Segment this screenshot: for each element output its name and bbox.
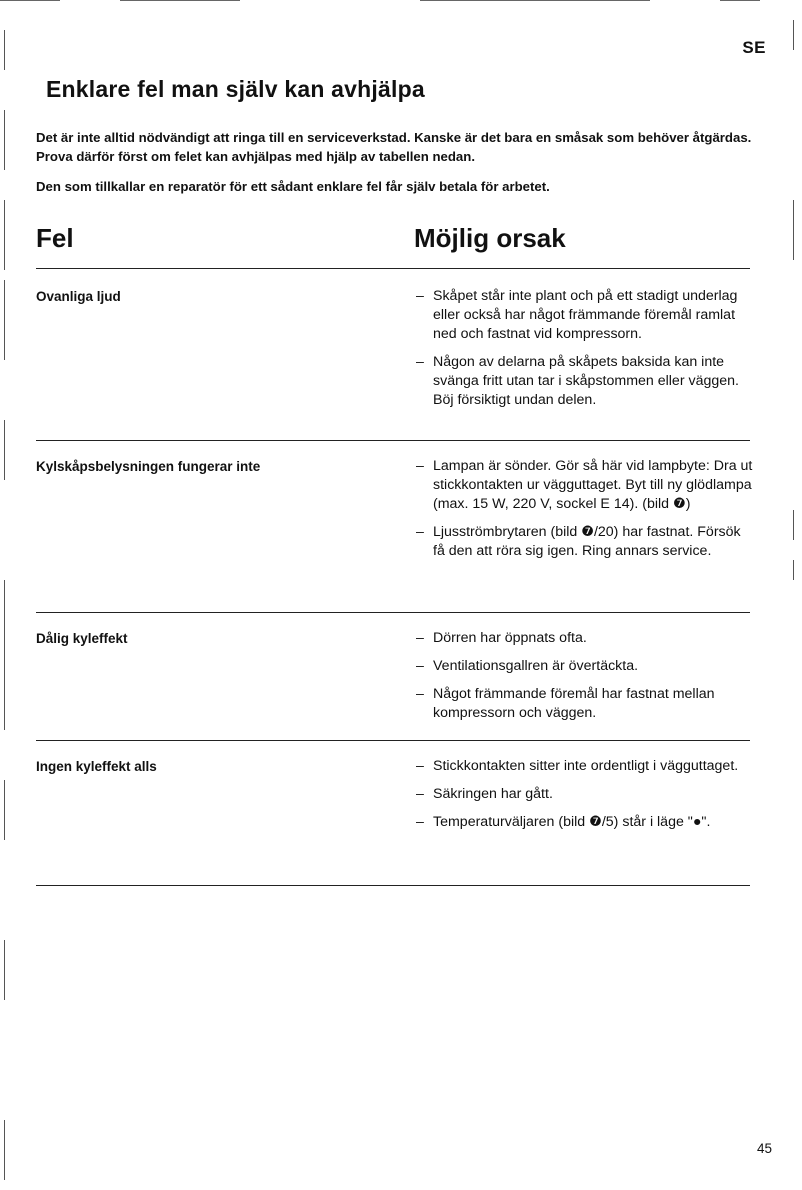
scan-edge-mark (4, 940, 5, 1000)
intro-paragraph: Det är inte alltid nödvändigt att ringa till en serviceverkstad. Kanske är det bara en småsak som behöver åtgärdas. Prova därför först om felet kan avhjälpas med hjälp av tabellen nedan. (36, 130, 752, 164)
fault-label: Dålig kyleffekt (36, 631, 128, 646)
cause-item: – Någon av delarna på skåpets baksida kan inte svänga fritt utan tar i skåpstommen eller väggen. Böj försiktigt undan delen. (416, 353, 756, 410)
scan-edge-mark (4, 780, 5, 840)
scan-edge-mark (793, 20, 794, 50)
cause-list (416, 629, 756, 732)
fault-label: Ovanliga ljud (36, 289, 121, 304)
scan-edge-mark (120, 0, 240, 1)
scan-edge-mark (4, 1120, 5, 1180)
column-header-cause: Möjlig orsak (414, 223, 566, 253)
language-code: SE (742, 38, 766, 57)
cause-item: – Något främmande föremål har fastnat mellan kompressorn och väggen. (416, 685, 756, 723)
fault-label: Ingen kyleffekt alls (36, 759, 157, 774)
cause-item: – Ventilationsgallren är övertäckta. (416, 657, 756, 676)
cause-item: – Säkringen har gått. (416, 785, 756, 804)
scan-edge-mark (4, 580, 5, 730)
cause-list (416, 457, 756, 570)
scan-edge-mark (0, 0, 60, 1)
page-number: 45 (756, 1141, 772, 1156)
cause-list (416, 757, 756, 841)
fault-label: Kylskåpsbelysningen fungerar inte (36, 459, 261, 474)
scan-edge-mark (4, 280, 5, 360)
page-title: Enklare fel man själv kan avhjälpa (46, 76, 425, 102)
scan-edge-mark (4, 110, 5, 170)
cause-list (416, 287, 756, 419)
cause-item: – Temperaturväljaren (bild ❼/5) står i läge "●". (416, 813, 756, 832)
cause-item: – Stickkontakten sitter inte ordentligt i vägguttaget. (416, 757, 756, 776)
cause-item: – Dörren har öppnats ofta. (416, 629, 756, 648)
scan-edge-mark (4, 30, 5, 70)
scan-edge-mark (793, 200, 794, 260)
cause-item: – Ljusströmbrytaren (bild ❼/20) har fastnat. Försök få den att röra sig igen. Ring annars service. (416, 523, 756, 561)
table-divider (36, 885, 750, 886)
scan-edge-mark (793, 560, 794, 580)
table-divider (36, 612, 750, 613)
intro-paragraph-cost: Den som tillkallar en reparatör för ett sådant enklare fel får själv betala för arbetet. (36, 179, 550, 194)
scan-edge-mark (4, 200, 5, 270)
cause-item: – Lampan är sönder. Gör så här vid lampbyte: Dra ut stickkontakten ur vägguttaget. Byt till ny glödlampa (max. 15 W, 220 V, sockel E 14). (bild ❼) (416, 457, 756, 514)
scan-edge-mark (793, 510, 794, 540)
table-divider (36, 440, 750, 441)
scan-edge-mark (720, 0, 760, 1)
table-divider (36, 740, 750, 741)
scan-edge-mark (4, 420, 5, 480)
column-header-fault: Fel (36, 223, 74, 253)
scan-edge-mark (420, 0, 650, 1)
cause-item: – Skåpet står inte plant och på ett stadigt underlag eller också har något främmande föremål ramlat ned och fastnat vid kompressorn. (416, 287, 756, 344)
table-divider (36, 268, 750, 269)
